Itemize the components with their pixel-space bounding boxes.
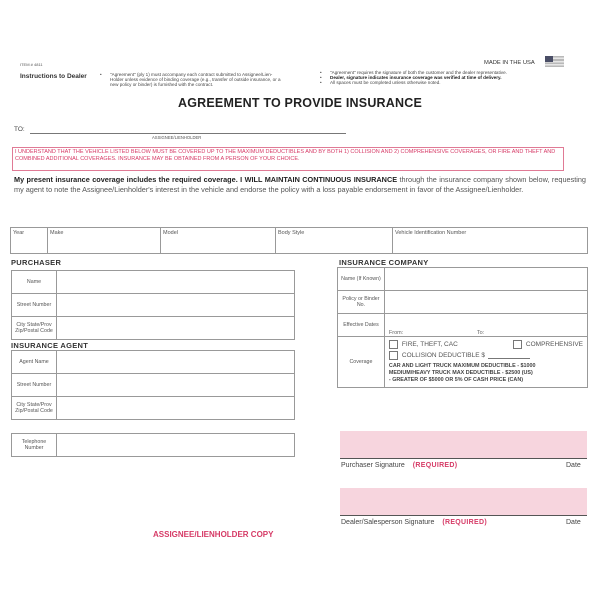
form-title: AGREEMENT TO PROVIDE INSURANCE	[178, 96, 422, 110]
to-date-label: To:	[476, 330, 485, 336]
instruction-bullet: "Agreement" (ply 1) must accompany each contract submitted to Assignee/Lien-Holder unless evidence of binding coverage (e.g., transfer of outside insurance, or a new policy or binder) is furnished with the contract.	[110, 72, 281, 88]
made-in-usa: MADE IN THE USA	[484, 60, 535, 66]
coverage-label: Coverage	[338, 337, 385, 388]
agent-city-label: City State/Prov Zip/Postal Code	[12, 397, 57, 420]
dealer-signature-text: Dealer/Salesperson Signature	[341, 519, 435, 526]
effective-dates-label: Effective Dates	[338, 314, 385, 337]
dealer-signature-label	[341, 519, 487, 526]
purchaser-street-label: Street Number	[12, 294, 57, 317]
copy-label: ASSIGNEE/LIENHOLDER COPY	[153, 530, 274, 539]
vehicle-vin-cell[interactable]	[393, 228, 588, 254]
vehicle-year-label: Year	[13, 230, 25, 236]
insurance-notice: I UNDERSTAND THAT THE VEHICLE LISTED BELOW MUST BE COVERED UP TO THE MAXIMUM DEDUCTIBLES AND BY BOTH 1) COLLISION AND 2) COMPREHENSIVE COVERAGES, OR FIRE AND THEFT AND COMBINED ADDITIONAL COVERAGES. INSURANCE MAY BE OBTAINED FROM A PERSON OF YOUR CHOICE.	[12, 147, 564, 171]
telephone-field[interactable]	[57, 434, 295, 457]
purchaser-table	[11, 270, 295, 340]
vehicle-body-style-cell[interactable]	[276, 228, 393, 254]
purchaser-date-label: Date	[566, 462, 581, 469]
company-name-field[interactable]	[384, 268, 587, 291]
required-badge: (REQUIRED)	[412, 462, 458, 469]
collision-label: COLLISION DEDUCTIBLE $	[401, 352, 485, 359]
coverage-options	[384, 337, 587, 388]
effective-dates-field[interactable]	[384, 314, 587, 337]
deductible-line: MEDIUM/HEAVY TRUCK MAX DEDUCTIBLE - $2500 (US)	[388, 370, 533, 376]
deductible-line: CAR AND LIGHT TRUCK MAXIMUM DEDUCTIBLE - $1000	[388, 363, 536, 369]
statement-bold-1: My present insurance coverage includes the required coverage.	[14, 175, 238, 184]
vehicle-body-style-label: Body Style	[278, 230, 305, 236]
to-field[interactable]	[30, 133, 346, 134]
agent-heading: INSURANCE AGENT	[11, 341, 89, 350]
purchaser-name-label: Name	[12, 271, 57, 294]
to-caption: ASSIGNEE/LIENHOLDER	[152, 135, 202, 140]
to-label: TO:	[14, 126, 25, 133]
deductible-line: - GREATER OF $5000 OR 5% OF CASH PRICE (CAN)	[388, 377, 524, 383]
fire-theft-checkbox[interactable]	[389, 340, 398, 349]
vehicle-make-cell[interactable]	[48, 228, 161, 254]
agent-city-field[interactable]	[57, 397, 295, 420]
coverage-statement	[14, 175, 586, 194]
instructions-left: • "Agreement" (ply 1) must accompany each contract submitted to Assignee/Lien-Holder unless evidence of binding coverage (e.g., transfer of outside insurance, or a new policy or binder) is furnished with the contract.	[100, 72, 285, 88]
statement-bold-2: I WILL MAINTAIN CONTINUOUS INSURANCE	[240, 175, 398, 184]
required-badge: (REQUIRED)	[442, 519, 487, 526]
agent-name-label: Agent Name	[12, 351, 57, 374]
purchaser-signature-text: Purchaser Signature	[341, 462, 405, 469]
purchaser-street-field[interactable]	[57, 294, 295, 317]
vehicle-year-cell[interactable]	[11, 228, 48, 254]
company-name-label: Name (If Known)	[338, 268, 385, 291]
policy-number-label: Policy or Binder No.	[338, 291, 385, 314]
instruction-bullet: Dealer, signature indicates insurance coverage was verified at time of delivery.	[330, 75, 502, 81]
statement-rest: through the insurance company shown below, requesting my agent to note the Assignee/Lienholder's interest in the vehicle and endorse the policy with a loss payable endorsement in favor of the Assignee/Lienholder.	[14, 175, 586, 194]
deductible-info	[389, 363, 583, 384]
purchaser-name-field[interactable]	[57, 271, 295, 294]
purchaser-city-label: City State/Prov Zip/Postal Code	[12, 317, 57, 340]
purchaser-heading: PURCHASER	[11, 258, 62, 267]
insurance-company-table	[337, 267, 588, 388]
purchaser-signature-field[interactable]	[340, 431, 587, 459]
us-flag-icon	[545, 56, 564, 67]
vehicle-model-cell[interactable]	[161, 228, 276, 254]
fire-theft-label: FIRE, THEFT, CAC	[401, 341, 458, 348]
instructions-title: Instructions to Dealer	[20, 73, 87, 80]
comprehensive-checkbox[interactable]	[513, 340, 522, 349]
instruction-bullet: "Agreement" requires the signature of both the customer and the dealer representative.	[330, 70, 507, 75]
agent-street-field[interactable]	[57, 374, 295, 397]
vehicle-vin-label: Vehicle Identification Number	[395, 230, 467, 236]
vehicle-make-label: Make	[50, 230, 64, 236]
agent-table	[11, 350, 295, 420]
agent-street-label: Street Number	[12, 374, 57, 397]
dealer-signature-field[interactable]	[340, 488, 587, 516]
agent-name-field[interactable]	[57, 351, 295, 374]
purchaser-signature-label	[341, 462, 457, 469]
telephone-table	[11, 433, 295, 457]
dealer-date-label: Date	[566, 519, 581, 526]
collision-amount-field[interactable]	[488, 352, 530, 359]
purchaser-city-field[interactable]	[57, 317, 295, 340]
item-number: ITEM # 4811	[20, 62, 43, 67]
telephone-label: Telephone Number	[12, 434, 57, 457]
comprehensive-label: COMPREHENSIVE	[525, 341, 583, 348]
from-label: From:	[388, 330, 404, 336]
collision-checkbox[interactable]	[389, 351, 398, 360]
policy-number-field[interactable]	[384, 291, 587, 314]
instructions-right: • "Agreement" requires the signature of both the customer and the dealer representative. • Dealer, signature indicates insurance coverage was verified at time of delivery. • All spaces must be completed unless otherwise noted.	[320, 70, 507, 86]
vehicle-model-label: Model	[163, 230, 178, 236]
vehicle-table	[10, 227, 588, 254]
instruction-bullet: All spaces must be completed unless otherwise noted.	[330, 80, 441, 86]
insurance-company-heading: INSURANCE COMPANY	[339, 258, 429, 267]
